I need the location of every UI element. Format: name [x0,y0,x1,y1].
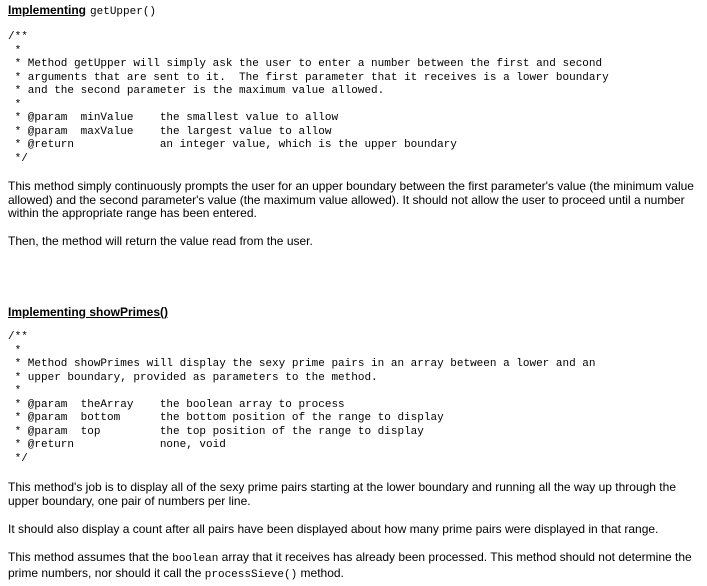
description-showprimes-paragraph-1: This method's job is to display all of the sexy prime pairs starting at the lower boundary and running all the way up through the upper boundary, one pair of numbers per line. [8,480,676,508]
heading-label: Implementing showPrimes() [8,305,169,319]
description-showprimes-paragraph-2: It should also display a count after all pairs have been displayed about how many prime pairs were displayed in that range. [8,522,659,536]
inline-code-boolean: boolean [172,553,219,565]
section-heading-showprimes [8,305,168,320]
description-getupper-paragraph-1: This method simply continuously prompts the user for an upper boundary between the first parameter's value (the minimum value allowed) and the second parameter's value (the maximum value allowed). It should not allow the user to proceed until a number within the appropriate range has been entered. [8,179,694,221]
para3-text-c: method. [297,565,344,580]
inline-code-processsieve: processSieve() [204,568,298,581]
para3-text-a: This method assumes that the [8,550,173,564]
description-getupper-paragraph-2: Then, the method will return the value read from the user. [8,234,313,248]
description-showprimes-paragraph-3 [8,551,702,582]
section-heading-getupper [8,3,156,20]
para3-text-b: array that it receives has already been processed. This method should not determine the prime numbers, nor should it call the [8,550,692,580]
heading-label: Implementing [8,3,87,17]
heading-method-name: getUpper() [90,6,157,18]
javadoc-comment-showprimes: /** * * Method showPrimes will display the sexy prime pairs in an array between a lower and an * upper boundary, provided as parameters to the method. * * @param theArray the boolean array to process * @param bottom the bottom position of the range to display * @param top the top position of the range to display * @return none, void */ [8,331,596,465]
javadoc-comment-getupper: /** * * Method getUpper will simply ask the user to enter a number between the first and second * arguments that are sent to it. The first parameter that it receives is a lower boundary * and the second parameter is the maximum value allowed. * * @param minValue the smallest value to allow * @param maxValue the largest value to allow * @return an integer value, which is the upper boundary */ [8,31,609,165]
